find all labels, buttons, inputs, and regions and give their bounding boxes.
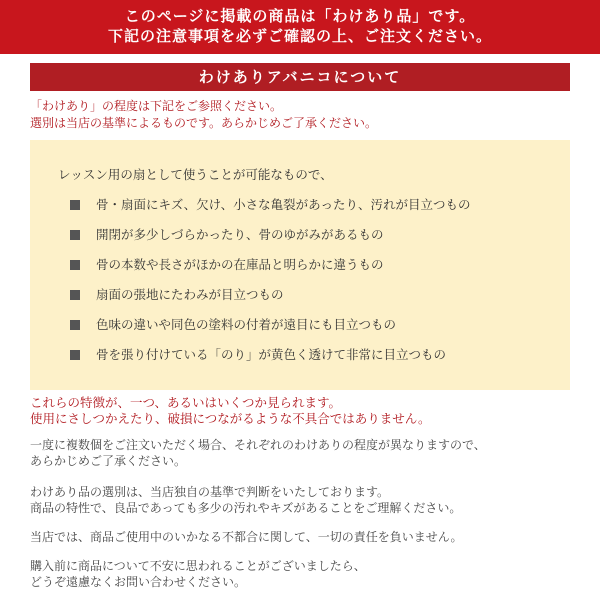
conditions-lead: レッスン用の扇として使うことが可能なもので、 <box>58 167 333 182</box>
square-bullet-icon <box>70 230 80 240</box>
warning-note <box>30 395 575 427</box>
square-bullet-icon <box>70 320 80 330</box>
condition-text: 骨を張り付けている「のり」が黄色く透けて非常に目立つもの <box>96 347 447 362</box>
intro-line-1: 「わけあり」の程度は下記をご参照ください。 <box>30 99 283 113</box>
top-banner <box>0 0 600 54</box>
paragraph-contact <box>30 558 575 590</box>
square-bullet-icon <box>70 260 80 270</box>
paragraph-line: 商品の特性で、良品であっても多少の汚れやキズがあることをご理解ください。 <box>30 501 462 515</box>
paragraph-liability <box>30 529 575 545</box>
square-bullet-icon <box>70 200 80 210</box>
condition-item <box>58 316 570 334</box>
paragraph-line: 当店では、商品ご使用中のいかなる不都合に関して、一切の責任を負いません。 <box>30 530 463 544</box>
square-bullet-icon <box>70 290 80 300</box>
condition-item <box>58 196 570 214</box>
paragraph-line: 購入前に商品について不安に思われることがございましたら、 <box>30 559 366 573</box>
square-bullet-icon <box>70 350 80 360</box>
banner-line-1: このページに掲載の商品は「わけあり品」です。 <box>124 7 476 25</box>
condition-item <box>58 256 570 274</box>
paragraph-line: わけあり品の選別は、当店独自の基準で判断をいたしております。 <box>30 485 390 499</box>
section-title: わけありアバニコについて <box>30 63 570 91</box>
condition-text: 開閉が多少しづらかったり、骨のゆがみがあるもの <box>96 227 384 242</box>
paragraph-selection-criteria <box>30 484 575 516</box>
paragraph-line: どうぞ遠慮なくお問い合わせください。 <box>30 575 247 589</box>
condition-item <box>58 286 570 304</box>
banner-line-2: 下記の注意事項を必ずご確認の上、ご注文ください。 <box>107 27 492 45</box>
condition-text: 扇面の張地にたわみが目立つもの <box>96 287 284 302</box>
conditions-box <box>30 140 570 390</box>
intro-note <box>30 98 575 132</box>
warning-line-1: これらの特徴が、一つ、あるいはいくつか見られます。 <box>30 395 342 410</box>
paragraph-multiple-orders <box>30 437 575 469</box>
paragraph-line: 一度に複数個をご注文いただく場合、それぞれのわけありの程度が異なりますので、 <box>30 438 486 452</box>
intro-line-2: 選別は当店の基準によるものです。あらかじめご了承ください。 <box>30 116 378 130</box>
condition-text: 色味の違いや同色の塗料の付着が遠目にも目立つもの <box>96 317 397 332</box>
condition-item <box>58 346 570 364</box>
condition-item <box>58 226 570 244</box>
condition-text: 骨・扇面にキズ、欠け、小さな亀裂があったり、汚れが目立つもの <box>96 197 471 212</box>
condition-text: 骨の本数や長さがほかの在庫品と明らかに違うもの <box>96 257 384 272</box>
warning-line-2: 使用にさしつかえたり、破損につながるような不具合ではありません。 <box>30 411 431 426</box>
conditions-list <box>58 196 570 364</box>
paragraph-line: あらかじめご了承ください。 <box>30 454 187 468</box>
